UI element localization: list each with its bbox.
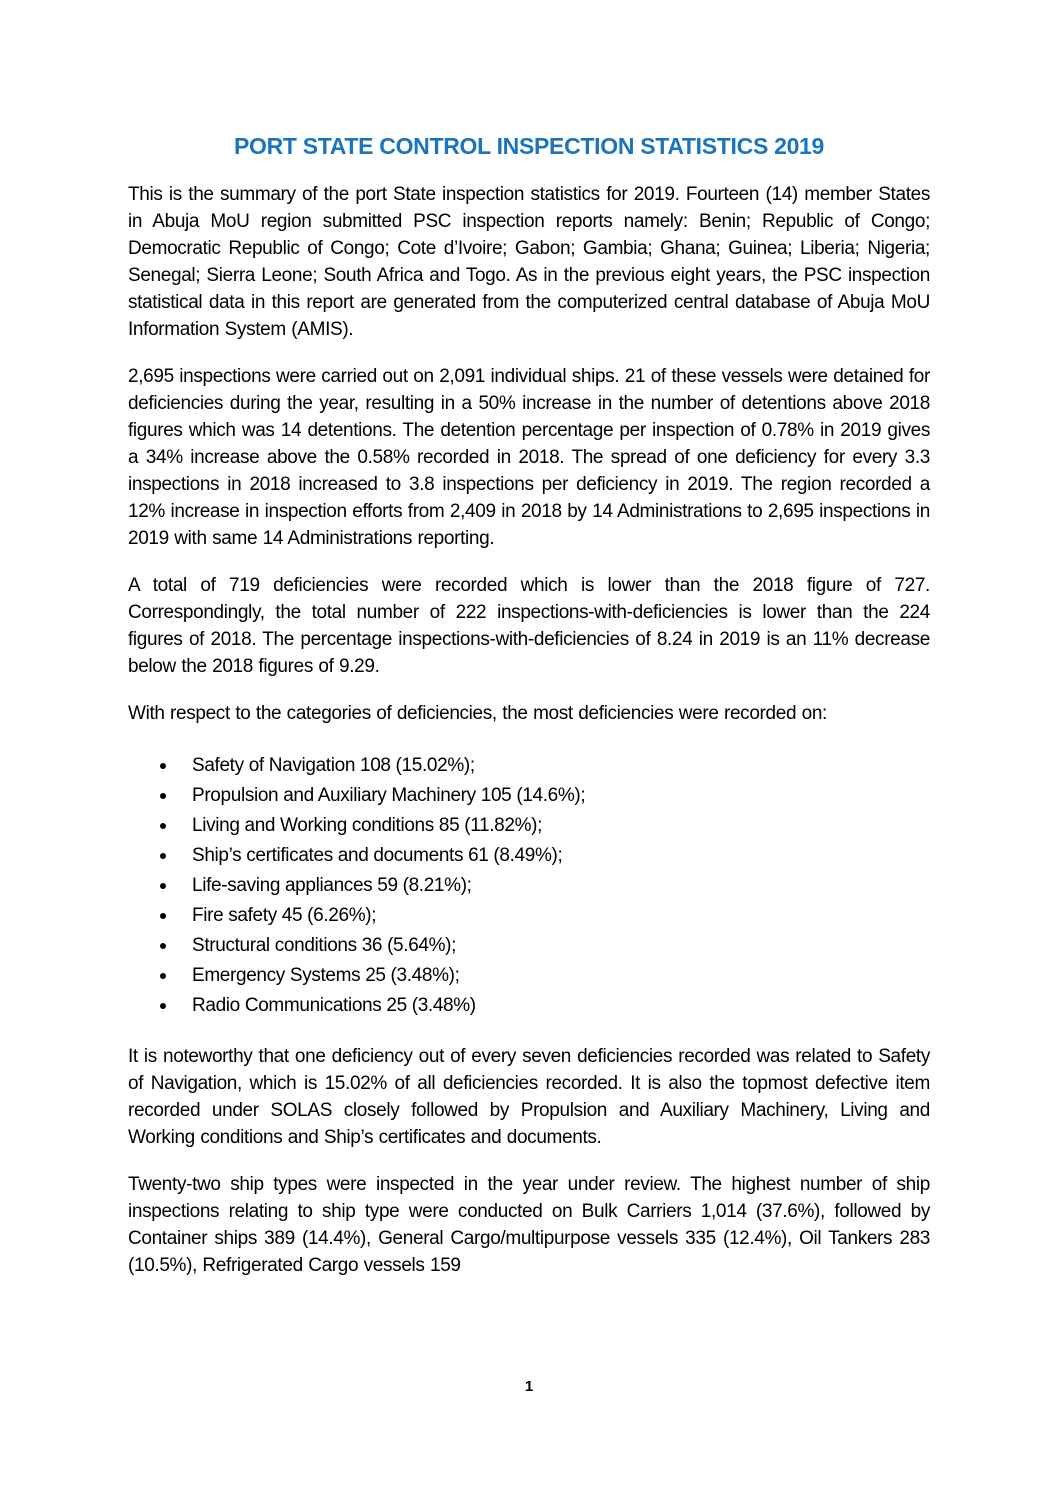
list-item (128, 931, 930, 961)
paragraph-ship-types: Twenty-two ship types were inspected in the year under review. The highest number of ship inspections relating to ship type were conducted on Bulk Carriers 1,014 (37.6%), followed by Container ships 389 (14.4%), General Cargo/multipurpose vessels 335 (12.4%), Oil Tankers 283 (10.5%), Refrigerated Cargo vessels 159 (128, 1174, 930, 1276)
bullet-icon (160, 883, 166, 889)
list-item-text: Safety of Navigation 108 (15.02%); (192, 755, 475, 776)
deficiency-list (128, 751, 930, 1021)
list-item-text: Radio Communications 25 (3.48%) (192, 995, 476, 1016)
list-item-text: Fire safety 45 (6.26%); (192, 905, 377, 926)
bullet-icon (160, 913, 166, 919)
paragraph-inspections: 2,695 inspections were carried out on 2,091 individual ships. 21 of these vessels were detained for deficiencies during the year, resulting in a 50% increase in the number of detentions above 2018 figures which was 14 detentions. The detention percentage per inspection of 0.78% in 2019 gives a 34% increase above the 0.58% recorded in 2018. The spread of one deficiency for every 3.3 inspections in 2018 increased to 3.8 inspections per deficiency in 2019. The region recorded a 12% increase in inspection efforts from 2,409 in 2018 by 14 Administrations to 2,695 inspections in 2019 with same 14 Administrations reporting. (128, 366, 930, 549)
bullet-icon (160, 763, 166, 769)
list-item-text: Life-saving appliances 59 (8.21%); (192, 875, 472, 896)
list-item (128, 781, 930, 811)
list-item (128, 991, 930, 1021)
bullet-icon (160, 943, 166, 949)
list-item (128, 961, 930, 991)
bullet-icon (160, 793, 166, 799)
list-item (128, 811, 930, 841)
bullet-icon (160, 823, 166, 829)
bullet-icon (160, 973, 166, 979)
list-item (128, 901, 930, 931)
list-item-text: Emergency Systems 25 (3.48%); (192, 965, 460, 986)
paragraph-summary: This is the summary of the port State inspection statistics for 2019. Fourteen (14) member States in Abuja MoU region submitted PSC inspection reports namely: Benin; Republic of Congo; Democratic Republic of Congo; Cote d’Ivoire; Gabon; Gambia; Ghana; Guinea; Liberia; Nigeria; Senegal; Sierra Leone; South Africa and Togo. As in the previous eight years, the PSC inspection statistical data in this report are generated from the computerized central database of Abuja MoU Information System (AMIS). (128, 184, 930, 340)
list-item-text: Living and Working conditions 85 (11.82%); (192, 815, 543, 836)
list-item-text: Structural conditions 36 (5.64%); (192, 935, 457, 956)
page-title: PORT STATE CONTROL INSPECTION STATISTICS 2019 (233, 133, 825, 159)
paragraph-deficiencies-total: A total of 719 deficiencies were recorded which is lower than the 2018 figure of 727. Correspondingly, the total number of 222 inspections-with-deficiencies is lower than the 224 figures of 2018. The percentage inspections-with-deficiencies of 8.24 in 2019 is an 11% decrease below the 2018 figures of 9.29. (128, 575, 930, 677)
page-number: 1 (524, 1378, 534, 1395)
bullet-icon (160, 853, 166, 859)
bullet-icon (160, 1003, 166, 1009)
list-item-text: Propulsion and Auxiliary Machinery 105 (14.6%); (192, 785, 586, 806)
paragraph-categories-intro: With respect to the categories of deficiencies, the most deficiencies were recorded on: (128, 703, 827, 724)
list-item (128, 751, 930, 781)
list-item (128, 841, 930, 871)
paragraph-noteworthy: It is noteworthy that one deficiency out of every seven deficiencies recorded was related to Safety of Navigation, which is 15.02% of all deficiencies recorded. It is also the topmost defective item recorded under SOLAS closely followed by Propulsion and Auxiliary Machinery, Living and Working conditions and Ship’s certificates and documents. (128, 1046, 930, 1148)
list-item (128, 871, 930, 901)
list-item-text: Ship’s certificates and documents 61 (8.49%); (192, 845, 563, 866)
